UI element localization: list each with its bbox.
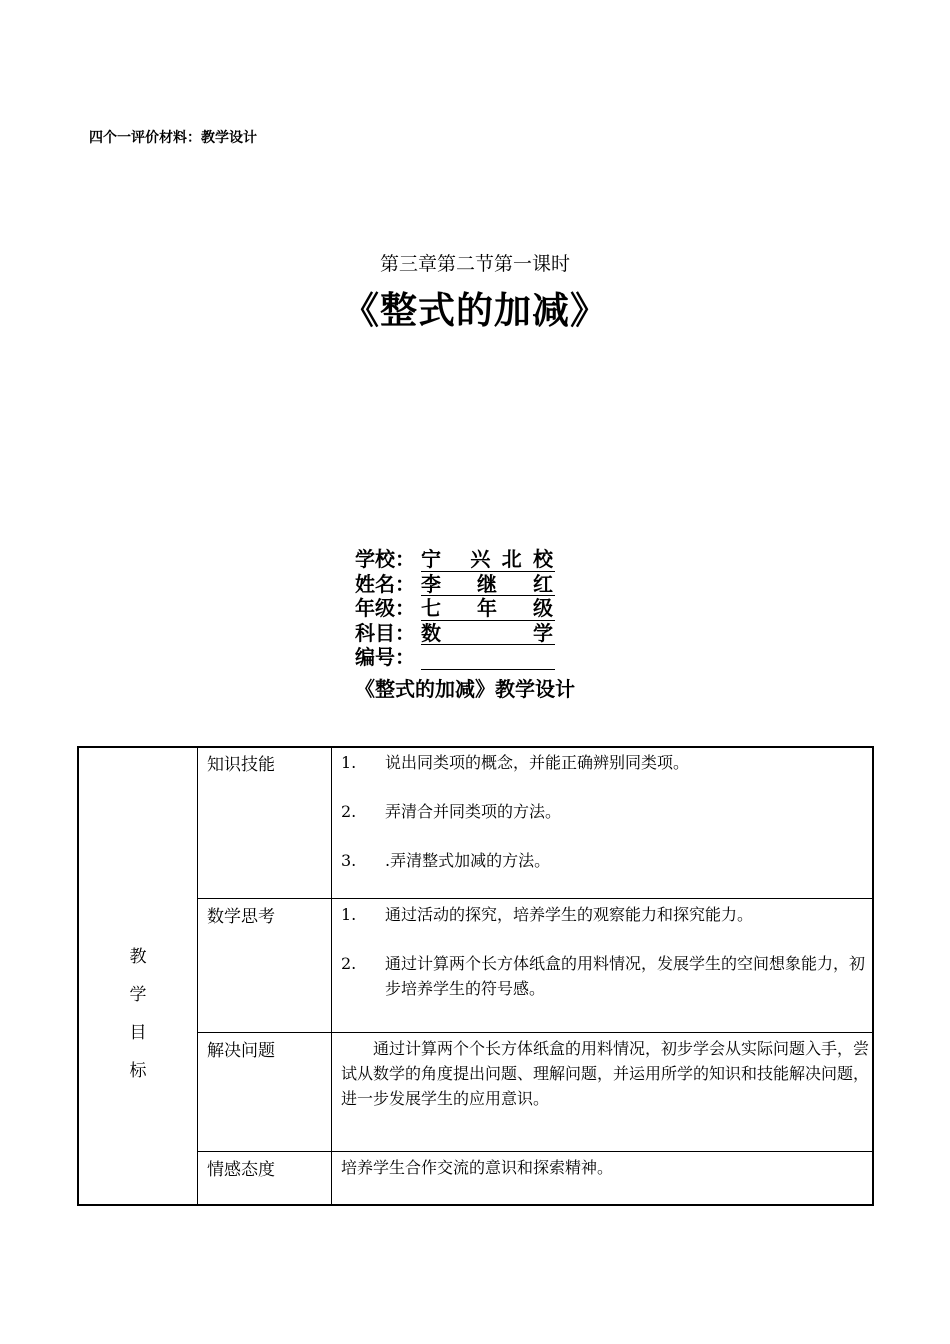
list-item <box>341 902 869 927</box>
info-row-number <box>355 645 555 670</box>
info-label: 年级： <box>355 596 415 620</box>
item-number: 3. <box>341 851 357 870</box>
item-text: 弄清合并同类项的方法。 <box>385 802 562 821</box>
info-label: 科目： <box>355 620 415 645</box>
value-char: 年 <box>477 596 497 620</box>
knowledge-cell <box>341 750 869 873</box>
column-divider <box>331 748 332 1204</box>
goals-title <box>79 938 197 1090</box>
goals-title-char: 目 <box>129 1023 147 1043</box>
info-value <box>421 596 555 621</box>
value-char: 继 <box>477 571 497 596</box>
info-label: 姓名： <box>355 571 415 596</box>
column-divider <box>197 748 198 1204</box>
category-problem-solving: 解决问题 <box>207 1041 275 1061</box>
value-char: 红 <box>533 571 553 596</box>
category-attitude: 情感态度 <box>207 1160 275 1180</box>
item-text: 说出同类项的概念，并能正确辨别同类项。 <box>385 753 690 772</box>
value-char: 校 <box>532 547 553 571</box>
info-value-blank <box>421 645 555 670</box>
value-char: 兴 <box>470 547 491 571</box>
row-divider <box>197 898 872 899</box>
item-text: 通过计算两个长方体纸盒的用料情况，发展学生的空间想象能力，初步培养学生的符号感。 <box>385 954 866 998</box>
value-char: 北 <box>501 547 522 571</box>
goals-title-char: 标 <box>129 1061 147 1081</box>
goals-title-char: 教 <box>129 947 147 967</box>
teaching-goals-table <box>77 746 874 1206</box>
item-number: 2. <box>341 954 357 973</box>
info-value <box>421 572 555 597</box>
item-number: 1. <box>341 753 357 772</box>
list-item <box>341 799 869 824</box>
category-knowledge: 知识技能 <box>207 755 275 775</box>
row-divider <box>197 1151 872 1152</box>
value-char: 宁 <box>421 547 441 571</box>
info-block <box>355 547 555 670</box>
row-divider <box>197 1032 872 1033</box>
goals-title-char: 学 <box>129 985 147 1005</box>
value-char: 数 <box>421 620 441 645</box>
info-row-grade <box>355 596 555 621</box>
info-row-subject <box>355 621 555 646</box>
item-number: 1. <box>341 905 357 924</box>
attitude-cell: 培养学生合作交流的意识和探索精神。 <box>341 1158 614 1177</box>
info-label: 学校： <box>355 547 415 571</box>
problem-solving-cell: 通过计算两个个长方体纸盒的用料情况，初步学会从实际问题入手，尝试从数学的角度提出问题、理解问题，并运用所学的知识和技能解决问题，进一步发展学生的应用意识。 <box>341 1039 870 1108</box>
value-char: 七 <box>421 596 441 620</box>
info-value <box>421 547 555 572</box>
info-label: 编号： <box>355 645 415 669</box>
main-title: 《整式的加减》 <box>342 289 608 332</box>
info-value <box>421 621 555 646</box>
info-row-school <box>355 547 555 572</box>
thinking-cell <box>341 902 869 1001</box>
item-text: .弄清整式加减的方法。 <box>385 851 551 870</box>
lesson-subtitle: 第三章第二节第一课时 <box>379 253 570 275</box>
list-item <box>341 848 869 873</box>
info-row-name <box>355 572 555 597</box>
item-text: 通过活动的探究，培养学生的观察能力和探究能力。 <box>385 905 754 924</box>
value-char: 级 <box>533 596 553 620</box>
category-thinking: 数学思考 <box>207 907 275 927</box>
list-item <box>341 750 869 775</box>
item-number: 2. <box>341 802 357 821</box>
value-char: 学 <box>533 620 553 645</box>
value-char: 李 <box>421 571 441 596</box>
doc-title: 《整式的加减》教学设计 <box>355 677 575 701</box>
list-item <box>341 951 869 1001</box>
header-label: 四个一评价材料：教学设计 <box>89 130 257 146</box>
